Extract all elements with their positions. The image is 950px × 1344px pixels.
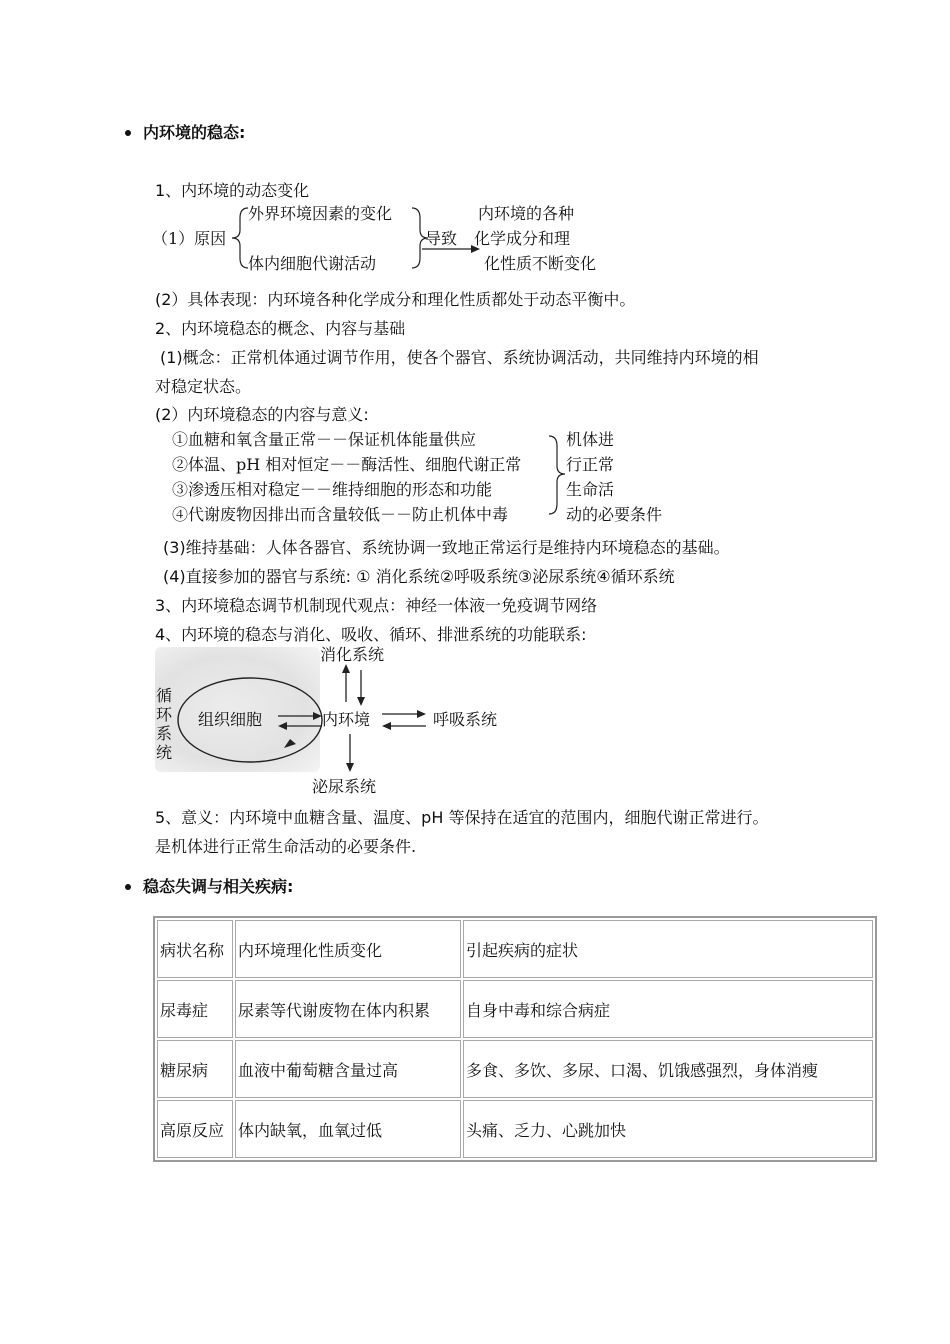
item5-line1: 5、意义：内环境中血糖含量、温度、pH 等保持在适宜的范围内，细胞代谢正常进行。 — [155, 808, 769, 827]
disease-table — [153, 916, 877, 1162]
result-line-1: 内环境的各种 — [478, 204, 575, 223]
node-circulatory: 循环系统 — [156, 686, 173, 762]
node-urinary: 泌尿系统 — [312, 777, 377, 796]
item2-organs: (4)直接参加的器官与系统: ① 消化系统②呼吸系统③泌尿系统④循环系统 — [163, 567, 675, 586]
item4-title: 4、内环境的稳态与消化、吸收、循环、排泄系统的功能联系: — [155, 625, 587, 644]
node-digestive: 消化系统 — [320, 645, 385, 664]
content-item-3: ③渗透压相对稳定－－维持细胞的形态和功能 — [172, 480, 493, 499]
item2-concept-line1: (1)概念：正常机体通过调节作用，使各个器官、系统协调活动，共同维持内环境的相 — [160, 348, 759, 367]
significance-line-3: 生命活 — [566, 480, 615, 499]
result-line-3: 化性质不断变化 — [484, 254, 597, 273]
content-brace — [545, 430, 567, 520]
item1-2-manifestation: (2）具体表现：内环境各种化学成分和理化性质都处于动态平衡中。 — [155, 290, 636, 309]
cause-label: （1）原因 — [152, 229, 227, 248]
table-cell: 血液中葡萄糖含量过高 — [235, 1040, 461, 1098]
significance-line-2: 行正常 — [566, 455, 615, 474]
table-cell: 自身中毒和综合病症 — [463, 980, 873, 1038]
node-internal-env: 内环境 — [322, 710, 371, 729]
item1-title: 1、内环境的动态变化 — [155, 181, 310, 200]
significance-line-4: 动的必要条件 — [566, 505, 663, 524]
result-line-2: 化学成分和理 — [474, 229, 571, 248]
table-cell: 尿素等代谢废物在体内积累 — [235, 980, 461, 1038]
table-header-cell: 内环境理化性质变化 — [235, 920, 461, 978]
item3-mechanism: 3、内环境稳态调节机制现代观点：神经一体液一免疫调节网络 — [155, 596, 598, 615]
table-row — [157, 1040, 873, 1098]
bullet-dot — [125, 130, 131, 136]
bullet-dot — [125, 884, 131, 890]
content-item-4: ④代谢废物因排出而含量较低－－防止机体中毒 — [172, 505, 509, 524]
table-header-row — [157, 920, 873, 978]
table-row — [157, 980, 873, 1038]
item2-concept-line2: 对稳定状态。 — [155, 377, 252, 396]
arrow-label-cause: 导致 — [425, 229, 458, 248]
table-cell: 体内缺氧，血氧过低 — [235, 1100, 461, 1158]
content-item-2: ②体温、pH 相对恒定－－酶活性、细胞代谢正常 — [172, 455, 522, 474]
table-cell: 糖尿病 — [157, 1040, 233, 1098]
content-item-1: ①血糖和氧含量正常－－保证机体能量供应 — [172, 430, 477, 449]
factor-external: 外界环境因素的变化 — [248, 204, 393, 223]
loop-arrow-head — [284, 739, 296, 748]
table-header-cell: 引起疾病的症状 — [463, 920, 873, 978]
table-cell: 高原反应 — [157, 1100, 233, 1158]
table-header-cell: 病状名称 — [157, 920, 233, 978]
item5-line2: 是机体进行正常生命活动的必要条件. — [155, 837, 417, 856]
significance-line-1: 机体进 — [566, 430, 615, 449]
table-cell: 头痛、乏力、心跳加快 — [463, 1100, 873, 1158]
item2-content-title: (2）内环境稳态的内容与意义: — [155, 405, 369, 424]
node-tissue-cells: 组织细胞 — [198, 710, 263, 729]
left-brace — [232, 208, 248, 268]
node-respiratory: 呼吸系统 — [433, 710, 498, 729]
item2-basis: (3)维持基础：人体各器官、系统协调一致地正常运行是维持内环境稳态的基础。 — [163, 538, 730, 557]
table-cell: 尿毒症 — [157, 980, 233, 1038]
section-heading-homeostasis: 内环境的稳态: — [143, 123, 246, 142]
table-row — [157, 1100, 873, 1158]
section-heading-disorders: 稳态失调与相关疾病: — [143, 877, 294, 896]
item2-title: 2、内环境稳态的概念、内容与基础 — [155, 319, 406, 338]
table-cell: 多食、多饮、多尿、口渴、饥饿感强烈，身体消瘦 — [463, 1040, 873, 1098]
factor-metabolism: 体内细胞代谢活动 — [248, 254, 377, 273]
